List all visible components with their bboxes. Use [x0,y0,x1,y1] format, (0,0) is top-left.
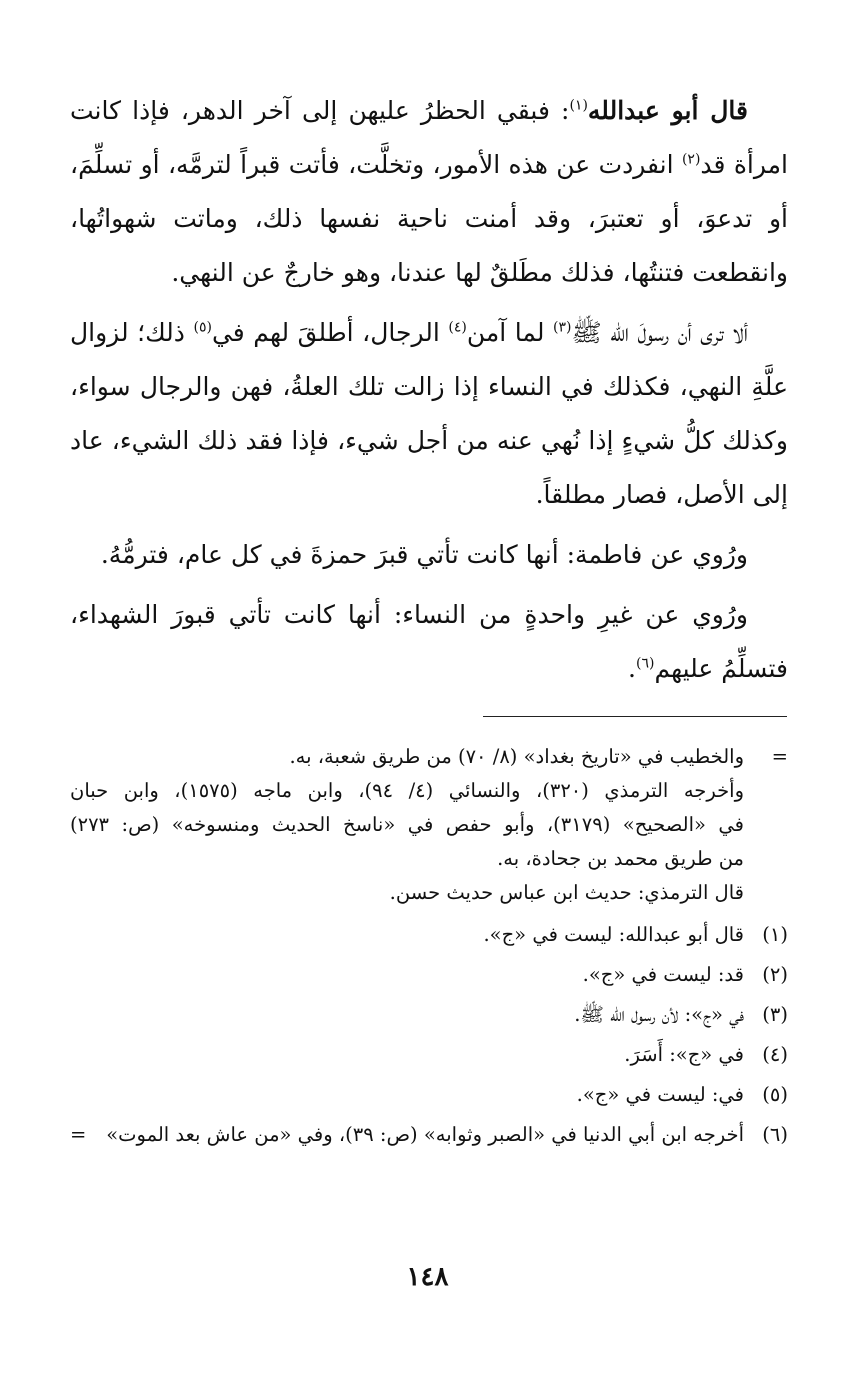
footnote-text: في «ج»: لأن رسول الله ﷺ. [574,1003,744,1026]
footnotes-section [70,740,788,1158]
paragraph-2-text-c: الرجال، أطلقَ لهم في [211,318,449,347]
footnote-number: (٤) [762,1043,788,1066]
continuation-line-3: في «الصحيح» (٣١٧٩)، وأبو حفص في «ناسخ الحديث ومنسوخه» (ص: ٢٧٣) [70,813,744,836]
paragraph-2 [70,306,788,522]
continuation-marker: = [771,745,788,768]
footnote-ref-3[interactable]: (٣) [553,319,572,336]
paragraph-2-text-b: لما آمن [466,318,554,347]
paragraph-4-end: . [628,654,636,683]
paragraph-3 [70,528,788,582]
footnote-text: في «ج»: أَسَرَ. [624,1043,744,1066]
footnote-5 [70,1078,788,1112]
footnote-4 [70,1038,788,1072]
footnote-6 [70,1118,788,1152]
footnote-text: أخرجه ابن أبي الدنيا في «الصبر وثوابه» (ص: ٣٩)، وفي «من عاش بعد الموت» [106,1123,744,1146]
paragraph-2-text-d: ذلك؛ لزوال علَّةِ النهي، فكذلك في النساء إذا زالت تلك العلةُ، فهن والرجال سواء، وكذلك كلُّ شيءٍ إذا نُهي عنه من أجل شيء، فإذا فقد ذلك الشيء، عاد إلى الأصل، فصار مطلقاً. [70,318,788,509]
paragraph-4-text: ورُوي عن غيرِ واحدةٍ من النساء: أنها كانت تأتي قبورَ الشهداء، فتسلِّمُ عليهم [70,600,788,683]
footnote-text: في: ليست في «ج». [576,1083,744,1106]
footnote-number: (٦) [762,1123,788,1146]
paragraph-1-text-a: : فبقي الحظرُ عليهن إلى آخر الدهر، فإذا كانت امرأة قد [70,96,789,179]
continuation-line-5: قال الترمذي: حديث ابن عباس حديث حسن. [389,881,744,904]
paragraph-3-text: ورُوي عن فاطمة: أنها كانت تأتي قبرَ حمزةَ في كل عام، فترمُّهُ. [100,540,748,569]
paragraph-2-text-a: ألا ترى أن رسولَ الله ﷺ [571,318,748,347]
footnote-number: (٥) [762,1083,788,1106]
paragraph-1-text-b: انفردت عن هذه الأمور، وتخلَّت، فأتت قبراً لترمَّه، أو تسلِّمَ، أو تدعوَ، أو تعتبرَ، وقد أمنت ناحية نفسها ذلك، وماتت شهواتُها، وانقطعت فتنتُها، فذلك مطَلقٌ لها عندنا، وهو خارجٌ عن النهي. [70,150,788,287]
footnote-number: (٣) [762,1003,788,1026]
footnote-text: قال أبو عبدالله: ليست في «ج». [483,923,744,946]
footnote-text: قد: ليست في «ج». [582,963,744,986]
continuation-line-2: وأخرجه الترمذي (٣٢٠)، والنسائي (٤/ ٩٤)، وابن ماجه (١٥٧٥)، وابن حبان [70,779,744,802]
footnote-continuation [70,740,788,910]
footnote-ref-2[interactable]: (٢) [681,151,701,168]
footnote-ref-4[interactable]: (٤) [448,319,467,336]
speaker-name: قال أبو عبدالله [587,96,748,125]
main-text-body [70,84,788,702]
footnote-1 [70,918,788,952]
footnote-3 [70,998,788,1032]
next-page-marker: = [70,1123,87,1146]
footnote-2 [70,958,788,992]
footnote-divider [483,716,787,717]
continuation-line-1: =والخطيب في «تاريخ بغداد» (٨/ ٧٠) من طريق شعبة، به. [70,740,788,774]
page-number: ١٤٨ [406,1262,449,1292]
continuation-line-4: من طريق محمد بن جحادة، به. [497,847,744,870]
footnote-ref-5[interactable]: (٥) [193,319,212,336]
footnote-number: (١) [762,923,788,946]
footnote-ref-6[interactable]: (٦) [635,655,655,672]
paragraph-4 [70,588,788,696]
footnote-ref-1[interactable]: (١) [569,97,588,114]
paragraph-1 [70,84,788,300]
footnote-number: (٢) [762,963,788,986]
